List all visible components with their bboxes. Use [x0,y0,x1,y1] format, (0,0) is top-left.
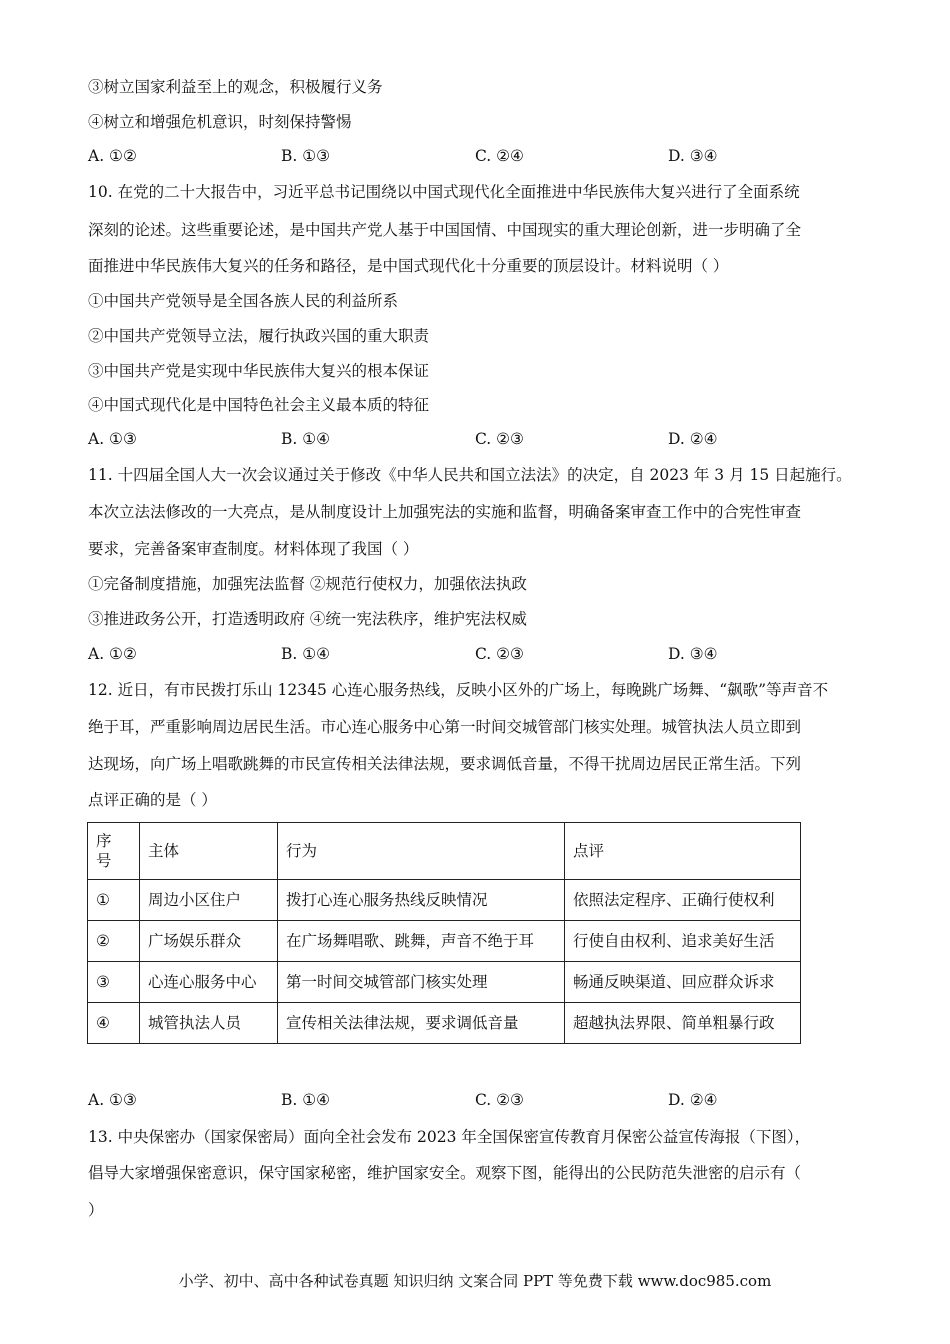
q12-stem-line-4: 点评正确的是（ ） [88,791,217,809]
q9-statement-4: ④树立和增强危机意识，时刻保持警惕 [88,113,352,131]
page-footer: 小学、初中、高中各种试卷真题 知识归纳 文案合同 PPT 等免费下载 www.doc985.com [178,1272,772,1290]
q13-stem-line-3: ） [88,1201,104,1219]
cell-no: ② [88,921,140,962]
cell-no: ③ [88,962,140,1003]
cell-comment: 超越执法界限、简单粗暴行政 [565,1003,801,1044]
q10-statement-2: ②中国共产党领导立法，履行执政兴国的重大职责 [88,327,430,345]
q10-stem-line-3: 面推进中华民族伟大复兴的任务和路径，是中国式现代化十分重要的顶层设计。材料说明（ ） [88,257,729,275]
table-row [88,962,801,1003]
q10-stem-line-2: 深刻的论述。这些重要论述，是中国共产党人基于中国国情、中国现实的重大理论创新，进一步明确了全 [88,221,802,239]
q11-option-c[interactable]: C. ②③ [475,645,524,663]
cell-subject: 城管执法人员 [140,1003,278,1044]
header-no-label: 序号 [96,832,112,870]
header-cell-action: 行为 [278,823,565,880]
q12-stem-line-2: 绝于耳，严重影响周边居民生活。市心连心服务中心第一时间交城管部门核实处理。城管执法人员立即到 [88,718,802,736]
q12-option-a[interactable]: A. ①③ [88,1091,137,1109]
q11-option-d[interactable]: D. ③④ [668,645,718,663]
q12-stem-line-1: 12. 近日，有市民拨打乐山 12345 心连心服务热线，反映小区外的广场上，每晚跳广场舞、“飙歌”等声音不 [88,681,829,699]
cell-subject: 周边小区住户 [140,880,278,921]
cell-no: ④ [88,1003,140,1044]
cell-comment: 行使自由权利、追求美好生活 [565,921,801,962]
table-row [88,921,801,962]
cell-comment: 畅通反映渠道、回应群众诉求 [565,962,801,1003]
q13-stem-line-2: 倡导大家增强保密意识，保守国家秘密，维护国家安全。观察下图，能得出的公民防范失泄密的启示有（ [88,1164,802,1182]
table-row [88,1003,801,1044]
q9-option-d[interactable]: D. ③④ [668,147,718,165]
q10-statement-3: ③中国共产党是实现中华民族伟大复兴的根本保证 [88,362,430,380]
q10-statement-1: ①中国共产党领导是全国各族人民的利益所系 [88,292,399,310]
q12-option-c[interactable]: C. ②③ [475,1091,524,1109]
cell-action: 拨打心连心服务热线反映情况 [278,880,565,921]
q10-option-d[interactable]: D. ②④ [668,430,718,448]
q12-option-d[interactable]: D. ②④ [668,1091,718,1109]
q9-option-b[interactable]: B. ①③ [281,147,331,165]
q9-statement-3: ③树立国家利益至上的观念，积极履行义务 [88,78,383,96]
header-cell-comment: 点评 [565,823,801,880]
q11-statements-1-2: ①完备制度措施，加强宪法监督 ②规范行使权力，加强依法执政 [88,575,527,593]
q11-option-b[interactable]: B. ①④ [281,645,331,663]
q10-statement-4: ④中国式现代化是中国特色社会主义最本质的特征 [88,396,430,414]
q10-option-c[interactable]: C. ②③ [475,430,524,448]
q12-table [87,822,801,1044]
cell-subject: 广场娱乐群众 [140,921,278,962]
q12-stem-line-3: 达现场，向广场上唱歌跳舞的市民宣传相关法律法规，要求调低音量，不得干扰周边居民正常生活。下列 [88,755,802,773]
cell-subject: 心连心服务中心 [140,962,278,1003]
table-header-row [88,823,801,880]
table-row [88,880,801,921]
q10-option-b[interactable]: B. ①④ [281,430,331,448]
cell-action: 第一时间交城管部门核实处理 [278,962,565,1003]
header-cell-subject: 主体 [140,823,278,880]
cell-action: 宣传相关法律法规，要求调低音量 [278,1003,565,1044]
q10-stem-line-1: 10. 在党的二十大报告中，习近平总书记围绕以中国式现代化全面推进中华民族伟大复兴进行了全面系统 [88,183,800,201]
q11-statements-3-4: ③推进政务公开，打造透明政府 ④统一宪法秩序，维护宪法权威 [88,610,527,628]
q11-option-a[interactable]: A. ①② [88,645,137,663]
q10-option-a[interactable]: A. ①③ [88,430,137,448]
q13-stem-line-1: 13. 中央保密办（国家保密局）面向全社会发布 2023 年全国保密宣传教育月保密公益宣传海报（下图）， [88,1128,811,1146]
cell-action: 在广场舞唱歌、跳舞，声音不绝于耳 [278,921,565,962]
q11-stem-line-1: 11. 十四届全国人大一次会议通过关于修改《中华人民共和国立法法》的决定，自 2023 年 3 月 15 日起施行。 [88,466,852,484]
q11-stem-line-2: 本次立法法修改的一大亮点，是从制度设计上加强宪法的实施和监督，明确备案审查工作中的合宪性审查 [88,503,802,521]
q11-stem-line-3: 要求，完善备案审查制度。材料体现了我国（ ） [88,540,419,558]
q9-option-a[interactable]: A. ①② [88,147,137,165]
header-cell-no [88,823,140,880]
cell-no: ① [88,880,140,921]
q9-option-c[interactable]: C. ②④ [475,147,524,165]
cell-comment: 依照法定程序、正确行使权利 [565,880,801,921]
q12-option-b[interactable]: B. ①④ [281,1091,331,1109]
